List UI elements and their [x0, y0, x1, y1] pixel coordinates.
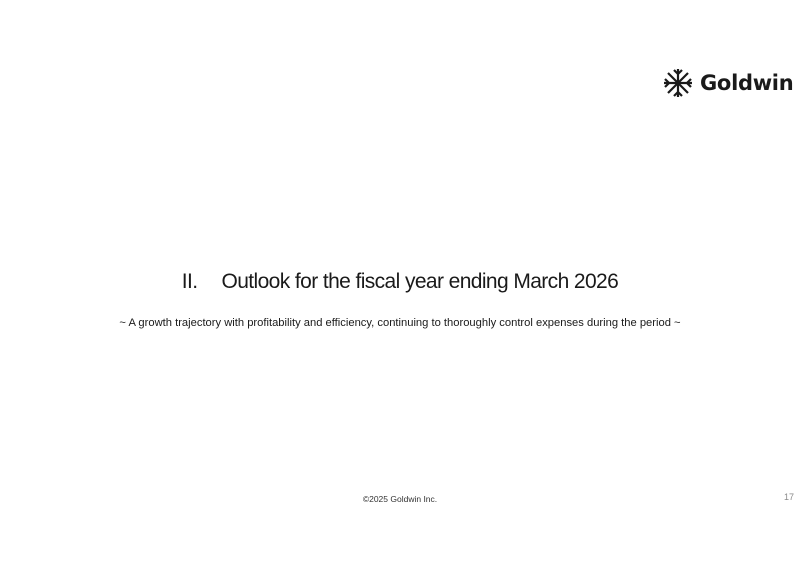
page-number: 17	[783, 492, 794, 502]
section-title	[0, 270, 800, 294]
section-number: II.	[181, 270, 198, 293]
logo-wordmark: Goldwin	[700, 70, 794, 95]
copyright-notice: ©2025 Goldwin Inc.	[362, 494, 438, 504]
section-title-text: Outlook for the fiscal year ending March 2026	[221, 270, 619, 293]
goldwin-snowflake-icon	[662, 67, 694, 99]
section-subtitle: ~ A growth trajectory with profitability and efficiency, continuing to thoroughly control expenses during the period ~	[119, 317, 681, 329]
company-logo	[662, 66, 793, 100]
